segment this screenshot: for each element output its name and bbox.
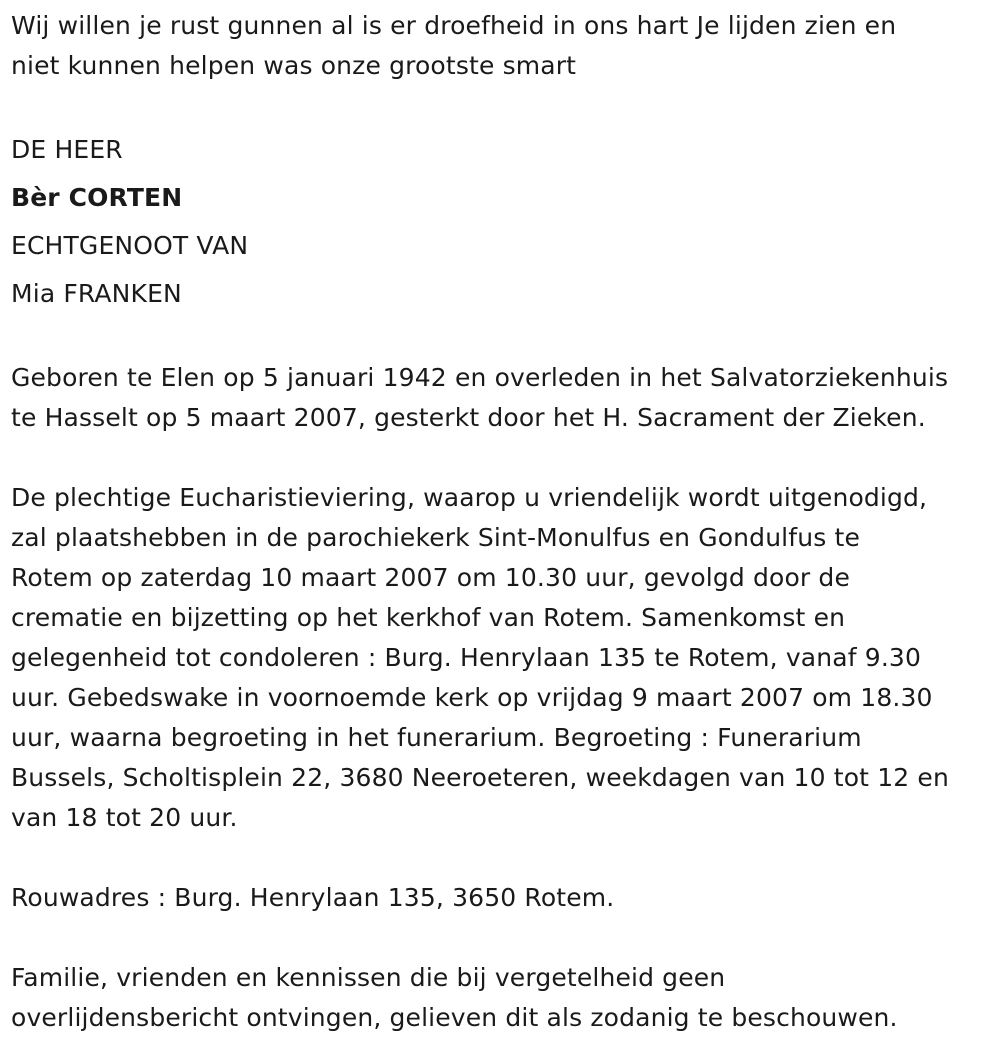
- birth-death-line-1: Geboren te Elen op 5 januari 1942 en overleden in het Salvatorziekenhuis: [11, 363, 949, 392]
- ceremony-line: crematie en bijzetting op het kerkhof van Rotem. Samenkomst en: [11, 603, 846, 632]
- deceased-name: Bèr CORTEN: [11, 183, 183, 212]
- ceremony-line: gelegenheid tot condoleren : Burg. Henrylaan 135 te Rotem, vanaf 9.30: [11, 643, 922, 672]
- ceremony-line: Rotem op zaterdag 10 maart 2007 om 10.30 uur, gevolgd door de: [11, 563, 850, 592]
- intro-verse: [11, 6, 991, 86]
- address-paragraph: [11, 878, 991, 918]
- ceremony-paragraph: [11, 478, 991, 838]
- closing-line-1: Familie, vrienden en kennissen die bij vergetelheid geen: [11, 963, 726, 992]
- spacer: [11, 318, 991, 358]
- ceremony-line: van 18 tot 20 uur.: [11, 803, 238, 832]
- ceremony-line: uur. Gebedswake in voornoemde kerk op vrijdag 9 maart 2007 om 18.30: [11, 683, 933, 712]
- deceased-header: [11, 126, 991, 318]
- title-line: DE HEER: [11, 135, 123, 164]
- intro-line-2: niet kunnen helpen was onze grootste smart: [11, 51, 577, 80]
- spacer: [11, 438, 991, 478]
- spouse-name: Mia FRANKEN: [11, 279, 182, 308]
- spacer: [11, 918, 991, 958]
- address-line: Rouwadres : Burg. Henrylaan 135, 3650 Rotem.: [11, 883, 615, 912]
- ceremony-line: De plechtige Eucharistieviering, waarop u vriendelijk wordt uitgenodigd,: [11, 483, 928, 512]
- ceremony-line: Bussels, Scholtisplein 22, 3680 Neeroeteren, weekdagen van 10 tot 12 en: [11, 763, 949, 792]
- birth-death-line-2: te Hasselt op 5 maart 2007, gesterkt door het H. Sacrament der Zieken.: [11, 403, 926, 432]
- obituary-document: [11, 6, 991, 1038]
- ceremony-line: zal plaatshebben in de parochiekerk Sint-Monulfus en Gondulfus te: [11, 523, 860, 552]
- closing-line-2: overlijdensbericht ontvingen, gelieven dit als zodanig te beschouwen.: [11, 1003, 898, 1032]
- closing-paragraph: [11, 958, 991, 1038]
- birth-death-paragraph: [11, 358, 991, 438]
- intro-line-1: Wij willen je rust gunnen al is er droefheid in ons hart Je lijden zien en: [11, 11, 897, 40]
- ceremony-line: uur, waarna begroeting in het funerarium. Begroeting : Funerarium: [11, 723, 862, 752]
- relation-line: ECHTGENOOT VAN: [11, 231, 249, 260]
- spacer: [11, 838, 991, 878]
- spacer: [11, 86, 991, 126]
